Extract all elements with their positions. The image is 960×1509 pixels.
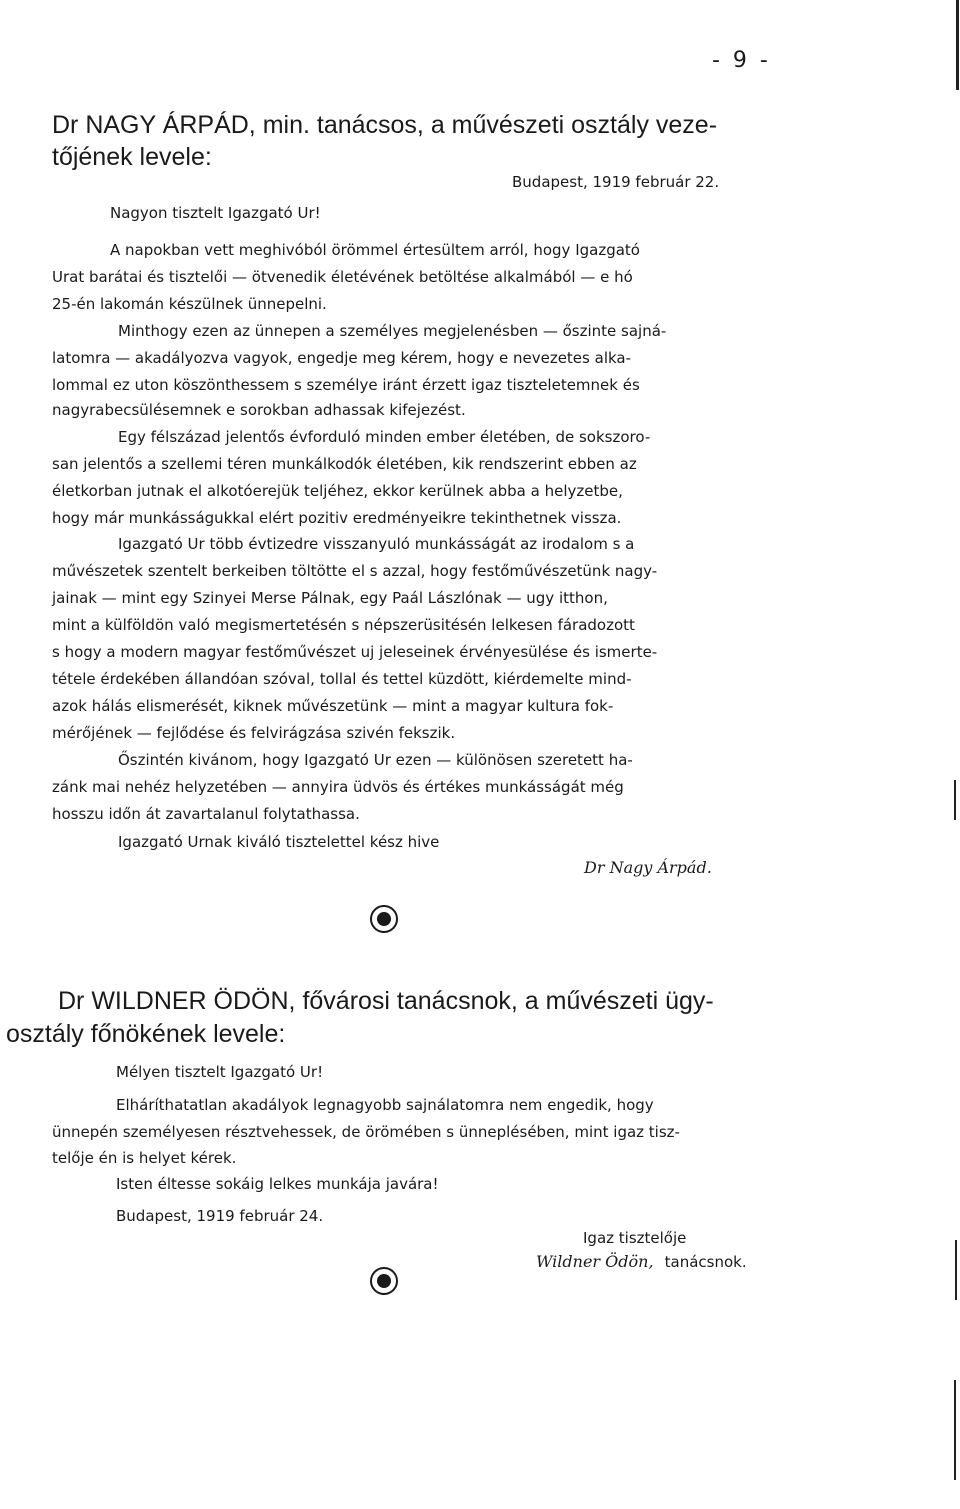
letter1-body-line: hogy már munkásságukkal elért pozitiv eredményeikre tekinthetnek vissza. xyxy=(52,509,622,527)
letter2-salutation: Mélyen tisztelt Igazgató Ur! xyxy=(116,1063,324,1081)
letter2-body-line: Isten éltesse sokáig lelkes munkája javára! xyxy=(116,1175,439,1193)
letter2-signature-title: tanácsnok. xyxy=(664,1253,747,1271)
letter1-body-line: tétele érdekében állandóan szóval, tollal és tettel küzdött, kiérdemelte mind- xyxy=(52,670,632,688)
letter1-body-line: Urat barátai és tisztelői — ötvenedik életévének betöltése alkalmából — e hó xyxy=(52,268,633,286)
stamp-seal-icon xyxy=(370,905,398,933)
letter1-signature: Dr Nagy Árpád. xyxy=(584,858,712,877)
letter2-closing: Igaz tisztelője xyxy=(583,1229,687,1247)
letter2-date: Budapest, 1919 február 24. xyxy=(116,1207,324,1225)
letter1-body-line: san jelentős a szellemi téren munkálkodók életében, kik rendszerint ebben az xyxy=(52,455,637,473)
letter1-heading-line-1: Dr NAGY ÁRPÁD, min. tanácsos, a művészeti osztály veze- xyxy=(52,111,718,139)
letter1-body-line: latomra — akadályozva vagyok, engedje meg kérem, hogy e nevezetes alka- xyxy=(52,349,632,367)
letter2-signature xyxy=(536,1252,747,1271)
letter1-body-line: Igazgató Ur több évtizedre visszanyuló munkásságát az irodalom s a xyxy=(118,535,635,553)
letter1-body-line: jainak — mint egy Szinyei Merse Pálnak, egy Paál Lászlónak — ugy itthon, xyxy=(52,589,608,607)
letter2-heading-line-2: osztály főnökének levele: xyxy=(6,1020,286,1048)
letter1-body-line: A napokban vett meghivóból örömmel értesültem arról, hogy Igazgató xyxy=(110,241,640,259)
letter1-body-line: mérőjének — fejlődése és felvirágzása szivén fekszik. xyxy=(52,724,456,742)
letter2-heading-line-1: Dr WILDNER ÖDÖN, fővárosi tanácsnok, a művészeti ügy- xyxy=(58,987,714,1015)
letter1-body-line: Minthogy ezen az ünnepen a személyes megjelenésben — őszinte sajná- xyxy=(118,322,667,340)
letter2-body-line: Elháríthatatlan akadályok legnagyobb sajnálatomra nem engedik, hogy xyxy=(116,1096,654,1114)
letter1-body-line: Egy félszázad jelentős évforduló minden ember életében, de sokszoro- xyxy=(118,428,651,446)
letter1-body-line: Őszintén kivánom, hogy Igazgató Ur ezen — különösen szeretett ha- xyxy=(118,751,633,769)
letter1-date: Budapest, 1919 február 22. xyxy=(512,173,720,191)
letter1-body-line: zánk mai nehéz helyzetében — annyira üdvös és értékes munkásságát még xyxy=(52,778,624,796)
letter2-body-line: telője én is helyet kérek. xyxy=(52,1149,237,1167)
letter1-body-line: életkorban jutnak el alkotóerejük teljéhez, ekkor kerülnek abba a helyzetbe, xyxy=(52,482,623,500)
letter1-body-line: azok hálás elismerését, kiknek művészetünk — mint a magyar kultura fok- xyxy=(52,697,614,715)
page-number: - 9 - xyxy=(712,48,771,73)
letter1-body-line: lommal ez uton köszönthessem s személye iránt érzett igaz tiszteletemnek és xyxy=(52,376,640,394)
scan-edge-artifact xyxy=(952,0,960,1509)
letter1-body-line: hosszu időn át zavartalanul folytathassa. xyxy=(52,805,360,823)
letter1-body-line: s hogy a modern magyar festőművészet uj jeleseinek érvényesülése és ismerte- xyxy=(52,643,658,661)
letter1-salutation: Nagyon tisztelt Igazgató Ur! xyxy=(110,204,321,222)
letter2-body-line: ünnepén személyesen résztvehessek, de örömében s ünneplésében, mint igaz tisz- xyxy=(52,1123,680,1141)
stamp-seal-icon xyxy=(370,1267,398,1295)
letter1-body-line: művészetek szentelt berkeiben töltötte el s azzal, hogy festőművészetünk nagy- xyxy=(52,562,658,580)
letter1-body-line: 25-én lakomán készülnek ünnepelni. xyxy=(52,295,327,313)
letter1-body-line: mint a külföldön való megismertetésén s népszerüsitésén lelkesen fáradozott xyxy=(52,616,635,634)
letter1-heading-line-2: tőjének levele: xyxy=(52,143,212,171)
letter2-signature-name: Wildner Ödön, xyxy=(536,1252,654,1271)
letter1-body-line: nagyrabecsülésemnek e sorokban adhassak kifejezést. xyxy=(52,401,466,419)
letter1-closing: Igazgató Urnak kiváló tisztelettel kész hive xyxy=(118,833,440,851)
